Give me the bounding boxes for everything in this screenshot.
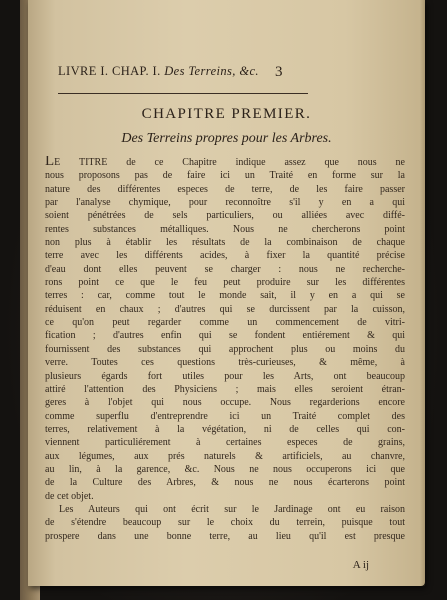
text-line-content: terre avec les différents acides, à fixer la quantité précise bbox=[45, 250, 405, 262]
text-line bbox=[45, 263, 405, 276]
text-line bbox=[45, 289, 405, 302]
text-line bbox=[45, 436, 405, 449]
text-line bbox=[45, 410, 405, 423]
text-line-content: fication ; d'autres enfin qui se fondent entiérement & qui bbox=[45, 330, 405, 342]
running-head-book: LIVRE I. bbox=[58, 64, 109, 78]
text-line bbox=[45, 169, 405, 182]
running-head-chapter: CHAP. I. bbox=[111, 64, 161, 78]
text-line bbox=[45, 503, 405, 516]
page-edge-shadow bbox=[420, 0, 425, 586]
text-line bbox=[45, 303, 405, 316]
text-line bbox=[45, 209, 405, 222]
text-line-content: de la Culture des Arbres, & nous ne nous écarterons point bbox=[45, 477, 405, 489]
text-line bbox=[45, 236, 405, 249]
chapter-heading: CHAPITRE PREMIER. bbox=[141, 106, 312, 122]
page-number: 3 bbox=[275, 64, 283, 80]
text-line bbox=[45, 316, 405, 329]
text-line bbox=[45, 383, 405, 396]
text-line bbox=[45, 476, 405, 489]
text-line bbox=[45, 356, 405, 369]
text-line bbox=[45, 276, 405, 289]
text-line-content: E TITRE de ce Chapitre indique assez que nous ne bbox=[54, 157, 405, 168]
text-line-content: comme superflu d'entreprendre ici un Traité complet des bbox=[45, 410, 405, 422]
text-line bbox=[45, 249, 405, 262]
text-line bbox=[45, 343, 405, 356]
text-line-content: Les Auteurs qui ont écrit sur le Jardinage ont eu raison bbox=[59, 503, 405, 515]
text-line-content: terres, relativement à la végétation, ni de celles qui con- bbox=[45, 423, 405, 435]
text-line-content: soient pénétrées de sels particuliers, ou alliées avec diffé- bbox=[45, 210, 405, 222]
text-line-content: viennent particuliérement à certaines especes de grains, bbox=[45, 437, 405, 449]
text-line-content: terres : car, comme tout le monde sait, il y en a qui se bbox=[45, 290, 405, 302]
chapter-subtitle: Des Terreins propres pour les Arbres. bbox=[121, 131, 332, 146]
text-line-content: rentes substances métalliques. Nous ne chercherons point bbox=[45, 223, 405, 235]
text-line bbox=[45, 196, 405, 209]
text-line-content: de cet objet. bbox=[45, 490, 94, 502]
text-line bbox=[45, 223, 405, 236]
text-line-content: d'eau dont elles peuvent se charger : nous ne recherche- bbox=[45, 263, 405, 275]
text-line bbox=[45, 450, 405, 463]
body-text bbox=[45, 156, 405, 543]
text-line-content: geres à l'objet qui nous occupe. Nous regarderions encore bbox=[45, 397, 405, 409]
drop-cap: L bbox=[45, 156, 55, 169]
text-line-content: de s'étendre beaucoup sur le choix du terrein, puisque tout bbox=[45, 517, 405, 529]
text-line bbox=[45, 516, 405, 529]
signature-mark: A ij bbox=[352, 559, 369, 571]
text-line-content: nature des différentes especes de terre, de les faire passer bbox=[45, 183, 405, 195]
text-line-content: verre. Toutes ces questions très-curieuses, & même, à bbox=[45, 357, 405, 369]
text-line bbox=[45, 156, 405, 169]
text-line-content: nous proposons pas de faire ici un Traité en forme sur la bbox=[45, 170, 405, 182]
book-page bbox=[28, 0, 425, 586]
text-line-content: aux légumes, aux prés naturels & artificiels, au chanvre, bbox=[45, 450, 405, 462]
header-rule bbox=[58, 93, 308, 94]
text-line-content: ce qu'on peut regarder comme un commencement de vitri- bbox=[45, 317, 405, 329]
text-line-content: au lin, à la garence, &c. Nous ne nous occuperons ici que bbox=[45, 463, 405, 475]
text-line-content: par l'analyse chymique, pour reconnoître s'il y en a qui bbox=[45, 197, 405, 209]
text-line-content: fournissent des substances qui approchent plus ou moins du bbox=[45, 343, 405, 355]
text-line-content: prospere dans une bonne terre, au lieu qu'il est presque bbox=[45, 530, 405, 542]
text-line-content: réduisent en chaux ; d'autres qui se durcissent par la cuisson, bbox=[45, 303, 405, 315]
text-line-content: plusieurs égards fort utiles pour les Arts, ont beaucoup bbox=[45, 370, 405, 382]
text-line bbox=[45, 423, 405, 436]
text-line bbox=[45, 396, 405, 409]
text-line-content: rons point ce que le feu peut produire sur les différentes bbox=[45, 277, 405, 289]
text-line bbox=[45, 490, 405, 503]
text-line-content: non plus à établir les résultats de la combinaison de chaque bbox=[45, 237, 405, 249]
text-line bbox=[45, 530, 405, 543]
text-line bbox=[45, 370, 405, 383]
text-line bbox=[45, 463, 405, 476]
text-line bbox=[45, 183, 405, 196]
text-line bbox=[45, 329, 405, 342]
text-line-content: attiré l'attention des Physiciens ; mais elles seroient étran- bbox=[45, 383, 405, 395]
running-head-title: Des Terreins, &c. bbox=[164, 64, 259, 78]
